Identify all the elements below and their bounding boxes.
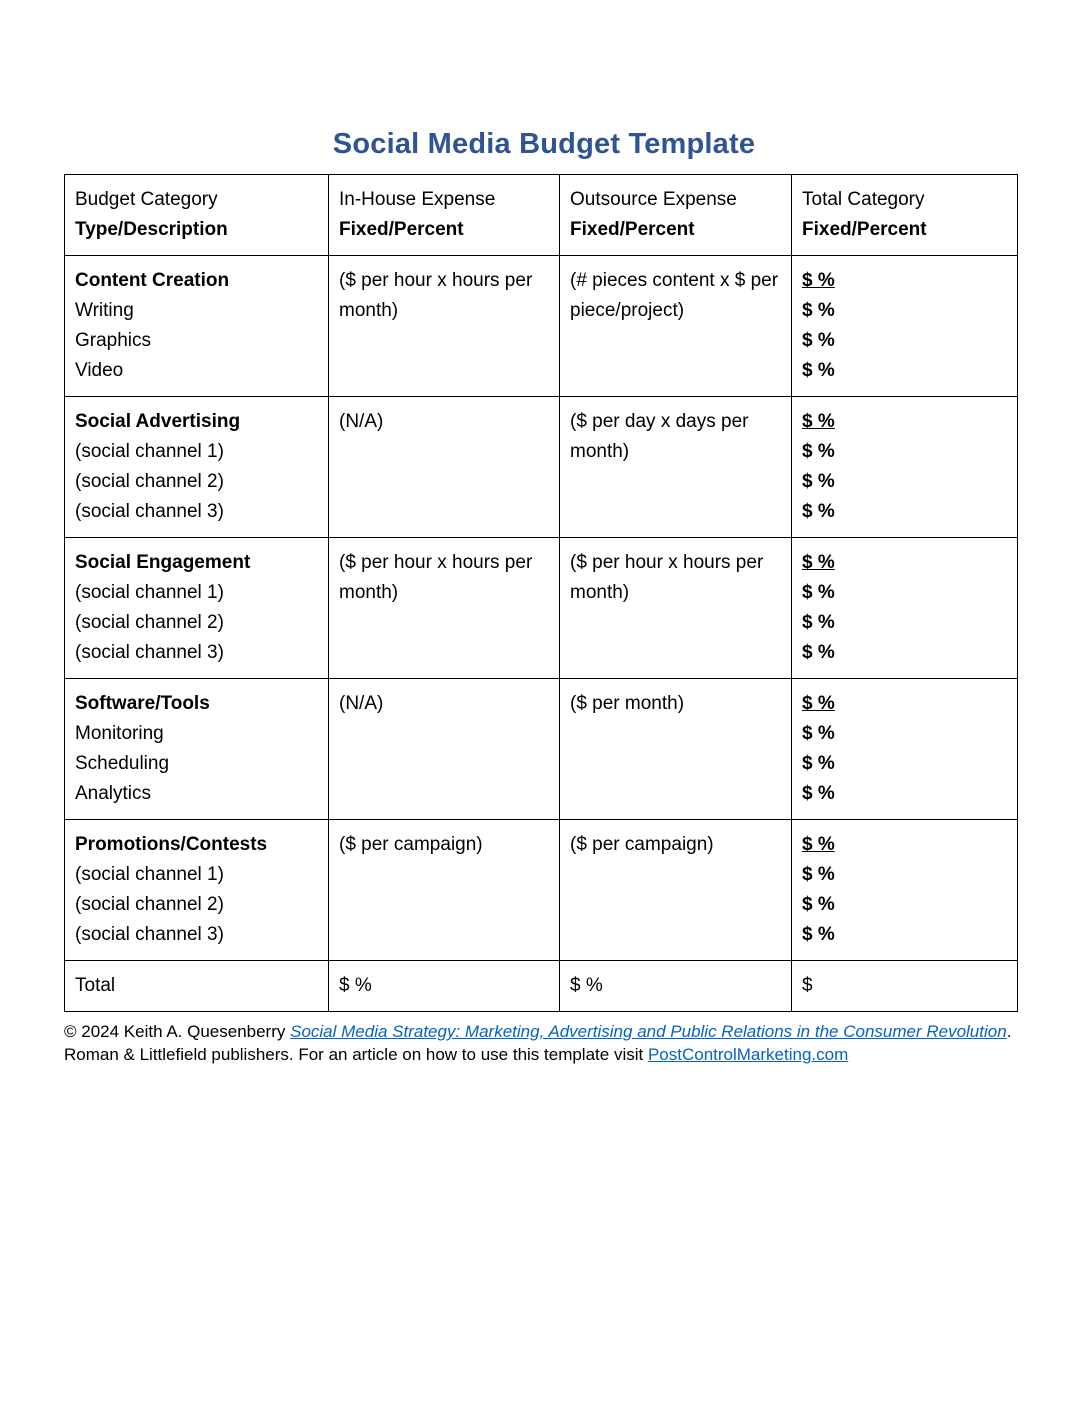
- total-value: $ %: [802, 552, 835, 573]
- total-grand: $: [792, 961, 1018, 1012]
- table-header-row: [65, 175, 1018, 256]
- outsource-cell: (# pieces content x $ per piece/project): [560, 256, 792, 397]
- footer-period: .: [1006, 1022, 1012, 1041]
- category-item: (social channel 1): [75, 441, 224, 462]
- total-value: $ %: [802, 924, 835, 945]
- outsource-cell: ($ per campaign): [560, 820, 792, 961]
- category-cell: [65, 679, 329, 820]
- total-cell: [792, 538, 1018, 679]
- category-item: (social channel 2): [75, 471, 224, 492]
- category-title: Promotions/Contests: [75, 834, 268, 855]
- header-budget-category: Budget Category Type/Description: [65, 175, 329, 256]
- inhouse-cell: (N/A): [329, 397, 560, 538]
- budget-table: [64, 174, 1018, 1012]
- total-value: $ %: [802, 894, 835, 915]
- total-outsource: $ %: [560, 961, 792, 1012]
- total-cell: [792, 820, 1018, 961]
- total-cell: [792, 256, 1018, 397]
- category-item: Video: [75, 360, 124, 381]
- inhouse-cell: ($ per hour x hours per month): [329, 256, 560, 397]
- total-value: $ %: [802, 471, 835, 492]
- page-title: Social Media Budget Template: [332, 128, 756, 160]
- table-row: [65, 397, 1018, 538]
- inhouse-cell: (N/A): [329, 679, 560, 820]
- total-value: $ %: [802, 270, 835, 291]
- total-value: $ %: [802, 723, 835, 744]
- category-cell: [65, 397, 329, 538]
- inhouse-cell: ($ per campaign): [329, 820, 560, 961]
- total-value: $ %: [802, 753, 835, 774]
- table-row: [65, 820, 1018, 961]
- footer: [64, 1020, 1024, 1066]
- table-row: [65, 538, 1018, 679]
- total-value: $ %: [802, 411, 835, 432]
- category-item: (social channel 3): [75, 501, 224, 522]
- copyright-text: © 2024 Keith A. Quesenberry: [64, 1022, 291, 1041]
- outsource-cell: ($ per hour x hours per month): [560, 538, 792, 679]
- category-item: (social channel 3): [75, 924, 224, 945]
- category-item: (social channel 3): [75, 642, 224, 663]
- header-outsource-expense: Outsource Expense Fixed/Percent: [560, 175, 792, 256]
- total-value: $ %: [802, 582, 835, 603]
- publisher-text: Roman & Littlefield publishers. For an article on how to use this template visit: [64, 1045, 648, 1064]
- total-value: $ %: [802, 501, 835, 522]
- outsource-cell: ($ per day x days per month): [560, 397, 792, 538]
- inhouse-cell: ($ per hour x hours per month): [329, 538, 560, 679]
- total-value: $ %: [802, 834, 835, 855]
- category-cell: [65, 256, 329, 397]
- header-total-category: Total Category Fixed/Percent: [792, 175, 1018, 256]
- header-inhouse-expense: In-House Expense Fixed/Percent: [329, 175, 560, 256]
- table-row: [65, 256, 1018, 397]
- category-item: Analytics: [75, 783, 152, 804]
- category-cell: [65, 820, 329, 961]
- total-value: $ %: [802, 612, 835, 633]
- category-title: Social Engagement: [75, 552, 251, 573]
- total-value: $ %: [802, 864, 835, 885]
- category-item: (social channel 2): [75, 612, 224, 633]
- total-value: $ %: [802, 693, 835, 714]
- category-item: (social channel 1): [75, 864, 224, 885]
- category-cell: [65, 538, 329, 679]
- category-item: Scheduling: [75, 753, 170, 774]
- total-inhouse: $ %: [329, 961, 560, 1012]
- category-item: (social channel 1): [75, 582, 224, 603]
- total-label: Total: [65, 961, 329, 1012]
- category-title: Content Creation: [75, 270, 230, 291]
- category-item: (social channel 2): [75, 894, 224, 915]
- total-value: $ %: [802, 642, 835, 663]
- book-title-link[interactable]: Social Media Strategy: Marketing, Advertising and Public Relations in the Consumer Revolution: [290, 1022, 1007, 1041]
- total-cell: [792, 679, 1018, 820]
- category-item: Monitoring: [75, 723, 164, 744]
- category-item: Graphics: [75, 330, 152, 351]
- total-value: $ %: [802, 441, 835, 462]
- table-row: [65, 679, 1018, 820]
- total-value: $ %: [802, 360, 835, 381]
- outsource-cell: ($ per month): [560, 679, 792, 820]
- category-item: Writing: [75, 300, 134, 321]
- total-cell: [792, 397, 1018, 538]
- site-link[interactable]: PostControlMarketing.com: [647, 1045, 849, 1064]
- total-value: $ %: [802, 783, 835, 804]
- total-value: $ %: [802, 300, 835, 321]
- total-row: [65, 961, 1018, 1012]
- category-title: Software/Tools: [75, 693, 210, 714]
- total-value: $ %: [802, 330, 835, 351]
- category-title: Social Advertising: [75, 411, 241, 432]
